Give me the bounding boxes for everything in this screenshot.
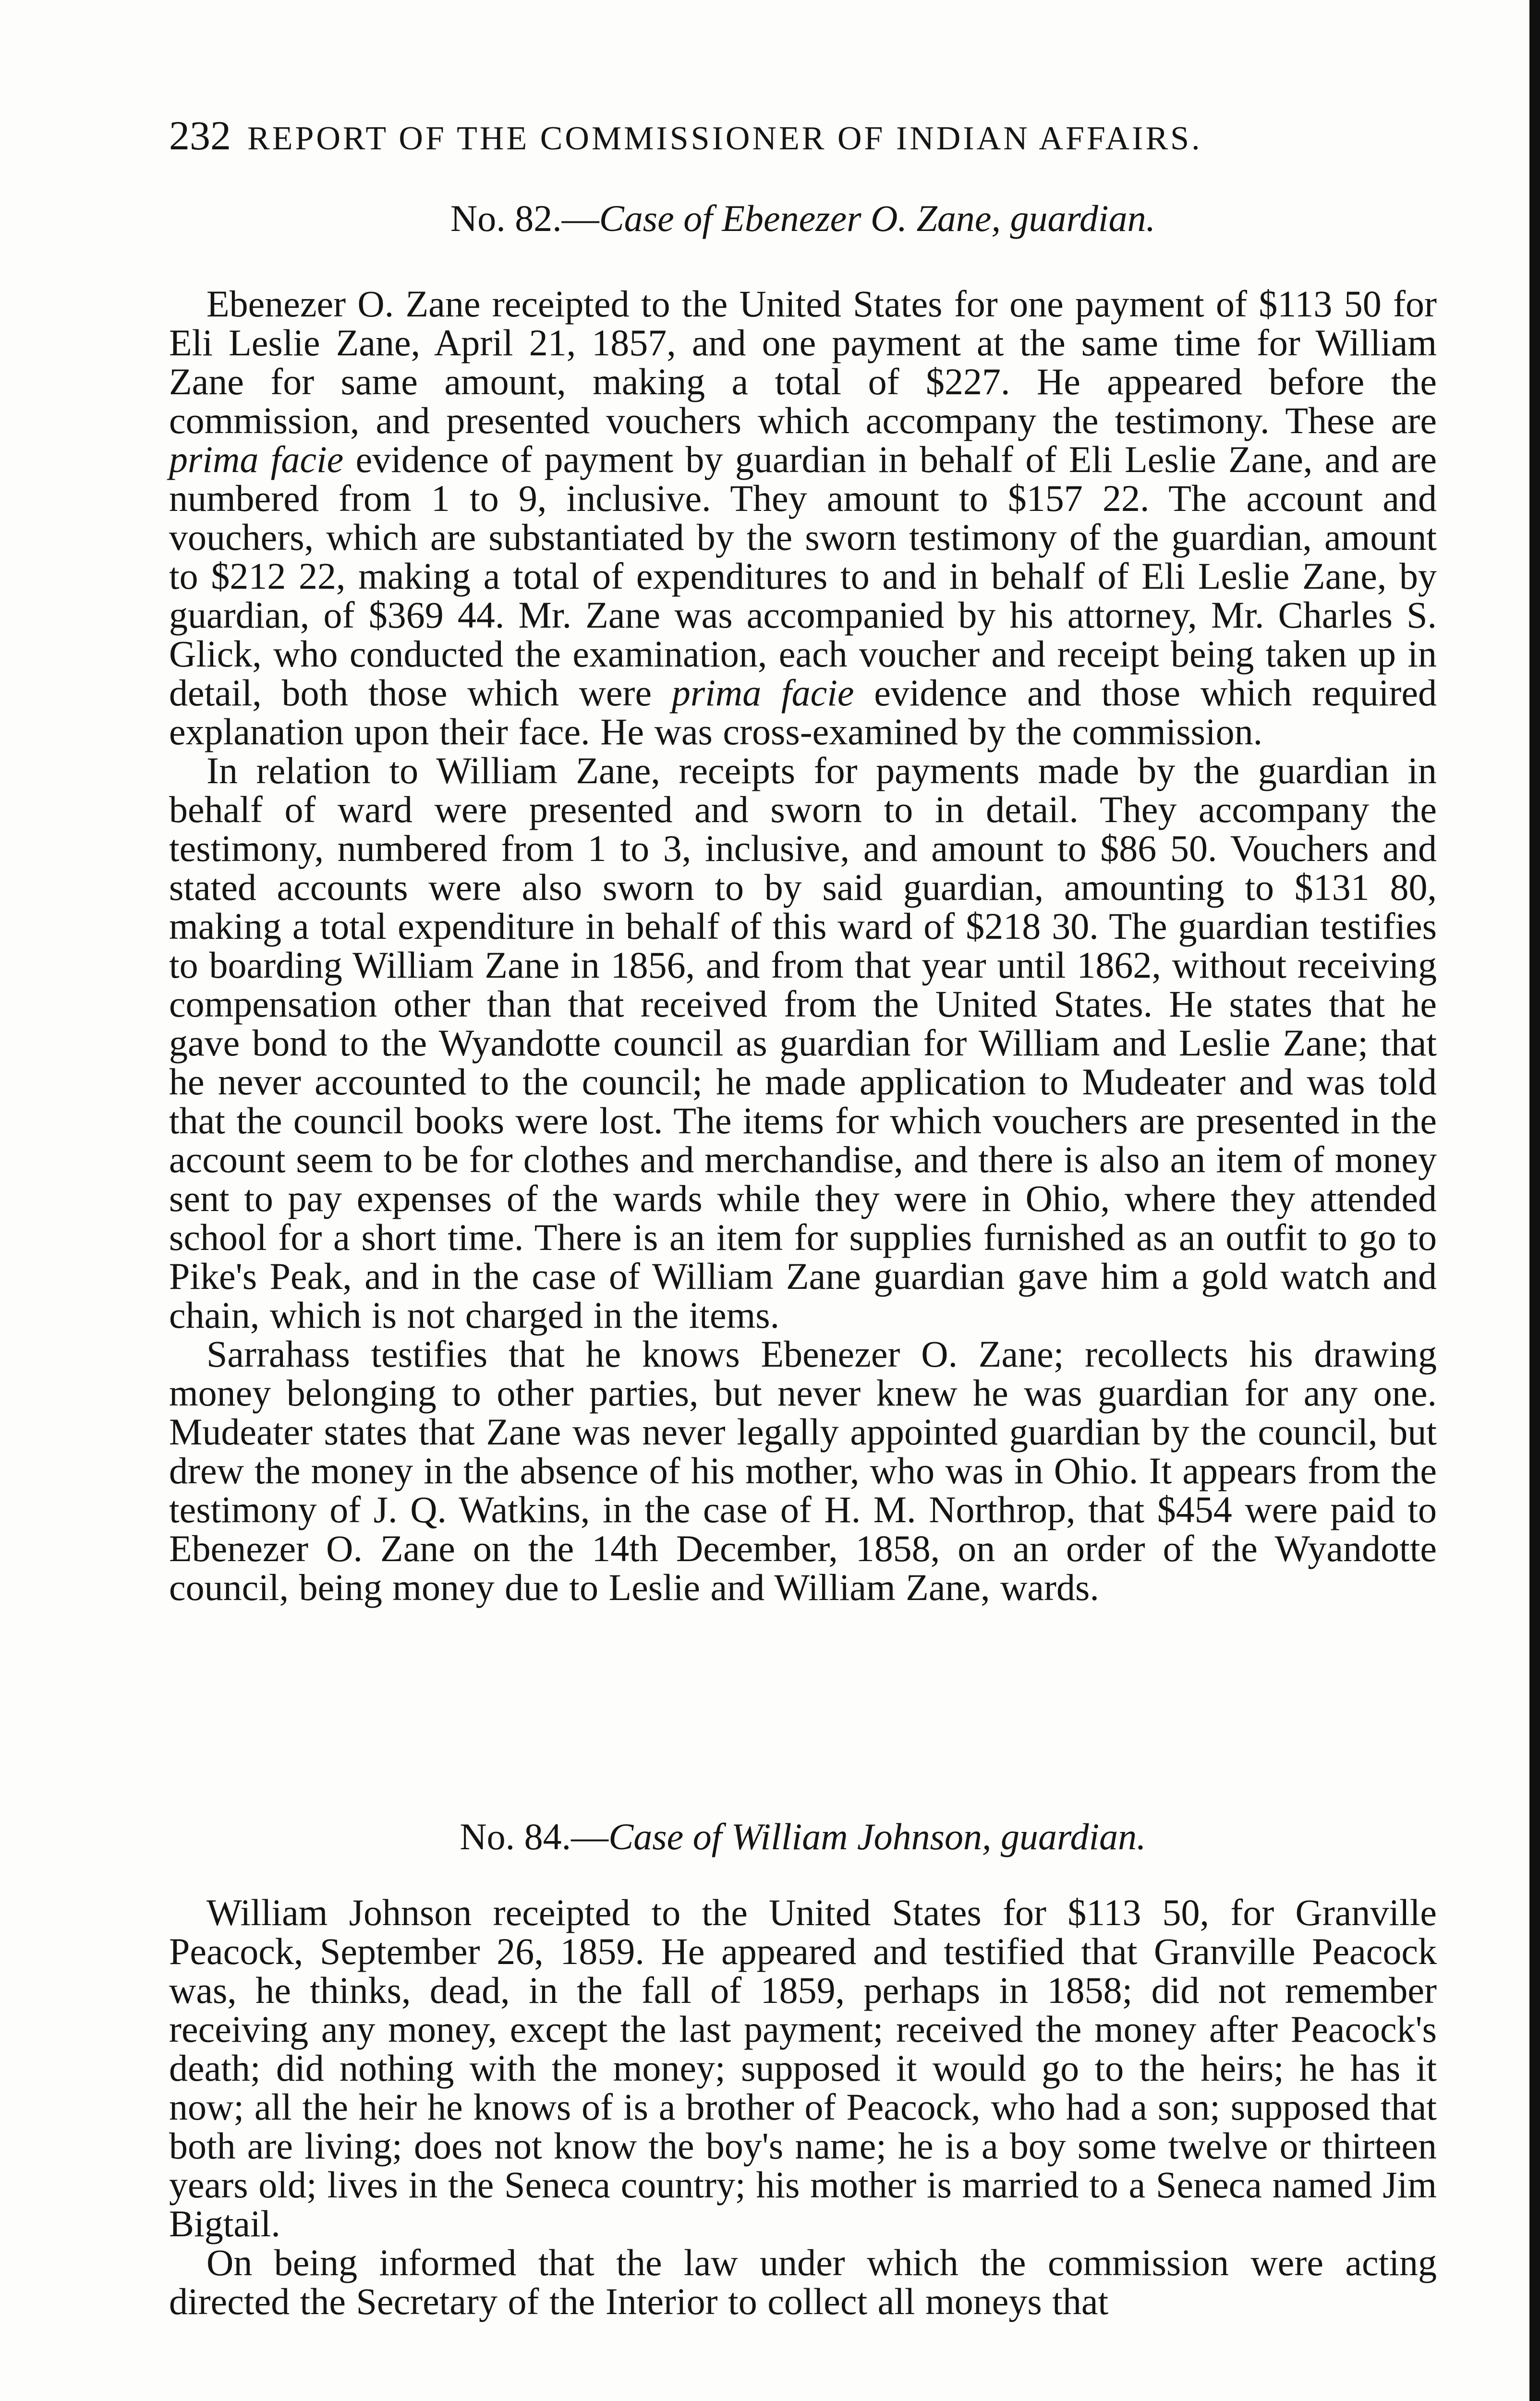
paragraph: Sarrahass testifies that he knows Ebenezer O. Zane; recollects his drawing money belonging to other parties, but never knew he was guardian for any one. Mudeater states that Zane was never legally appointed guardian by the council, but drew the money in the absence of his mother, who was in Ohio. It appears from the testimony of J. Q. Watkins, in the case of H. M. Northrop, that $454 were paid to Ebenezer O. Zane on the 14th December, 1858, on an order of the Wyandotte council, being money due to Leslie and William Zane, wards. bbox=[169, 1333, 1437, 1608]
section-title: Case of William Johnson, guardian. bbox=[608, 1816, 1146, 1857]
scan-edge-right bbox=[1529, 0, 1540, 2401]
section-number: No. 82.— bbox=[450, 197, 599, 239]
section-heading-no-82 bbox=[169, 197, 1437, 240]
paragraph: Ebenezer O. Zane receipted to the United States for one payment of $113 50 for Eli Leslie Zane, April 21, 1857, and one payment at the same time for William Zane for same amount, making a total of $227. He appeared before the commission, and presented vouchers which accompany the testimony. These are prima facie evidence of payment by guardian in behalf of Eli Leslie Zane, and are numbered from 1 to 9, inclusive. They amount to $157 22. The account and vouchers, which are substantiated by the sworn testimony of the guardian, amount to $212 22, making a total of expenditures to and in behalf of Eli Leslie Zane, by guardian, of $369 44. Mr. Zane was accompanied by his attorney, Mr. Charles S. Glick, who conducted the examination, each voucher and receipt being taken up in detail, both those which were prima facie evidence and those which required explanation upon their face. He was cross-examined by the commission. bbox=[169, 283, 1437, 752]
section-body-no-84 bbox=[169, 1893, 1437, 2321]
paragraph: William Johnson receipted to the United States for $113 50, for Granville Peacock, September 26, 1859. He appeared and testified that Granville Peacock was, he thinks, dead, in the fall of 1859, perhaps in 1858; did not remember receiving any money, except the last payment; received the money after Peacock's death; did nothing with the money; supposed it would go to the heirs; he has it now; all the heir he knows of is a brother of Peacock, who had a son; supposed that both are living; does not know the boy's name; he is a boy some twelve or thirteen years old; lives in the Seneca country; his mother is married to a Seneca named Jim Bigtail. bbox=[169, 1892, 1437, 2244]
section-title: Case of Ebenezer O. Zane, guardian. bbox=[599, 197, 1156, 239]
page-number: 232 bbox=[169, 112, 231, 158]
running-head: REPORT OF THE COMMISSIONER OF INDIAN AFFAIRS. bbox=[247, 120, 1202, 157]
section-number: No. 84.— bbox=[460, 1816, 609, 1857]
page-header bbox=[169, 111, 1322, 164]
paragraph: On being informed that the law under which the commission were acting directed the Secretary of the Interior to collect all moneys that bbox=[169, 2242, 1437, 2322]
section-heading-no-84 bbox=[169, 1815, 1437, 1858]
paragraph: In relation to William Zane, receipts for payments made by the guardian in behalf of ward were presented and sworn to in detail. They accompany the testimony, numbered from 1 to 3, inclusive, and amount to $86 50. Vouchers and stated accounts were also sworn to by said guardian, amounting to $131 80, making a total expenditure in behalf of this ward of $218 30. The guardian testifies to boarding William Zane in 1856, and from that year until 1862, without receiving compensation other than that received from the United States. He states that he gave bond to the Wyandotte council as guardian for William and Leslie Zane; that he never accounted to the council; he made application to Mudeater and was told that the council books were lost. The items for which vouchers are presented in the account seem to be for clothes and merchandise, and there is also an item of money sent to pay expenses of the wards while they were in Ohio, where they attended school for a short time. There is an item for supplies furnished as an outfit to go to Pike's Peak, and in the case of William Zane guardian gave him a gold watch and chain, which is not charged in the items. bbox=[169, 750, 1437, 1336]
section-body-no-82 bbox=[169, 284, 1437, 1607]
